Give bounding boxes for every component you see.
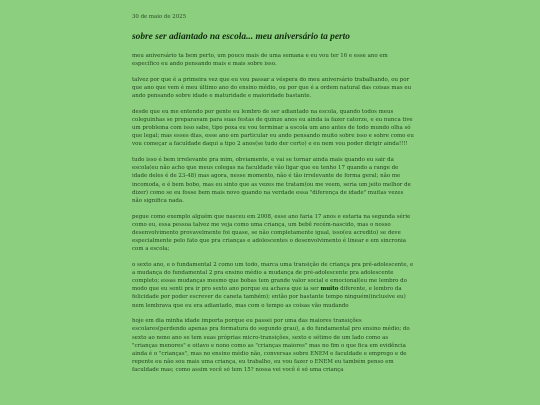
post-paragraph	[132, 261, 414, 310]
paragraph-text: diferente, e lembro da felicidade por poder escrever de caneta também); então por bastante tempo ninguém(inclusive eu) nem lembrava que eu era adiantado, mas com o tempo as coisas vão mudando	[132, 286, 406, 309]
post-paragraph: hoje em dia minha idade importa porque eu passei por uma das maiores transições escolares(perdendo apenas pra formatura do segundo grau), a do fundamental pro ensino médio; do sexto ao nono ano se tem suas próprias micro-transições, sexto e sétimo de um lado como as "crianças menores" e oitavo e nono como as "crianças maiores" mas no fim o que fica em evidência ainda é o "crianças", mas no ensino médio não, conversas sobre ENEM e faculdade e emprego e de repente eu não sou mais uma criança, eu trabalho, eu vou fazer o ENEM eu também penso em faculdade mas; como assim você só tem 15? nossa vei você é só uma criança	[132, 318, 410, 374]
post-paragraph: desde que eu me entendo por gente eu lembro de ser adiantado na escola, quando todos meus coleguinhas se preparavam para suas festas de quinze anos eu ainda ia fazer catorze, e eu nunca tive um problema com isso sabe, tipo poxa eu vou terminar a escola um ano antes de todo mundo olha só que legal; mas esses dias, esse ano em particular eu ando pensando muito sobre isso e sobre como eu vou começar a faculdade daqui a tipo 2 anos(se tudo der certo) e eu nem vou poder dirigir ainda!!!!	[132, 108, 414, 148]
paragraph-text: o sexto ano, e o fundamental 2 como um todo, marca uma transição de criança pra pré-adolescente, e a mudança do fundamental 2 pra ensino médio a mudança de pré-adolescente pra adolescente completo; essas mudanças mesmo que bobas tem grande valor social e emocional(eu me lembro do modo que eu senti pra ir pro sexto ano porque eu achava que ia ser	[132, 261, 414, 293]
post-title[interactable]: sobre ser adiantado na escola... meu aniversário ta perto	[132, 32, 350, 42]
blog-post	[132, 14, 414, 382]
emphasis-text: muito	[320, 286, 339, 293]
post-paragraph: pegue como exemplo alguém que nasceu em 2008, esse ano faria 17 anos e estaria na segunda série como eu, essa pessoa talvez me veja como uma criança, um bebê recém-nascido, mas o nosso desenvolvimento provavelmente foi quase, se não completamente igual, isso(eu acredito) se deve especialmente pelo fato que pra crianças e adolescentes o desenvolvimento é linear e em sincronia com a escola;	[132, 213, 411, 253]
post-paragraph: tudo isso é bem irrelevante pra mim, obviamente, e vai se tornar ainda mais quando eu sair da escola(eu não acho que meus colegas na faculdade vão ligar que eu tenho 17 quando a range de idade deles é de 23-48) mas agora, nesse momento, não é tão irrelevante de forma geral; não me incomoda, e é bem bobo, mas eu sinto que as vezes me tratam(ou me veem, seria um jeito melhor de dizer) como se eu fosse bem mais novo quando na verdade essa "diferença de idade" muitas vezes não significa nada.	[132, 157, 411, 204]
post-date: 30 de maio de 2025	[132, 14, 187, 20]
post-paragraph: meu aniversário ta bem perto, um pouco mais de uma semana e eu vou ter 16 e esse ano em específico eu ando pensando mais e mais sobre isso.	[132, 53, 388, 68]
post-body	[132, 52, 414, 374]
post-paragraph: talvez por que é a primeira vez que eu vou passar a véspera do meu aniversário trabalhando, ou por que ano que vem é meu último ano do ensino médio, ou por que é a ordem natural das coisas mas eu ando pensando sobre idade e maturidade e maioridade bastante.	[132, 76, 412, 100]
